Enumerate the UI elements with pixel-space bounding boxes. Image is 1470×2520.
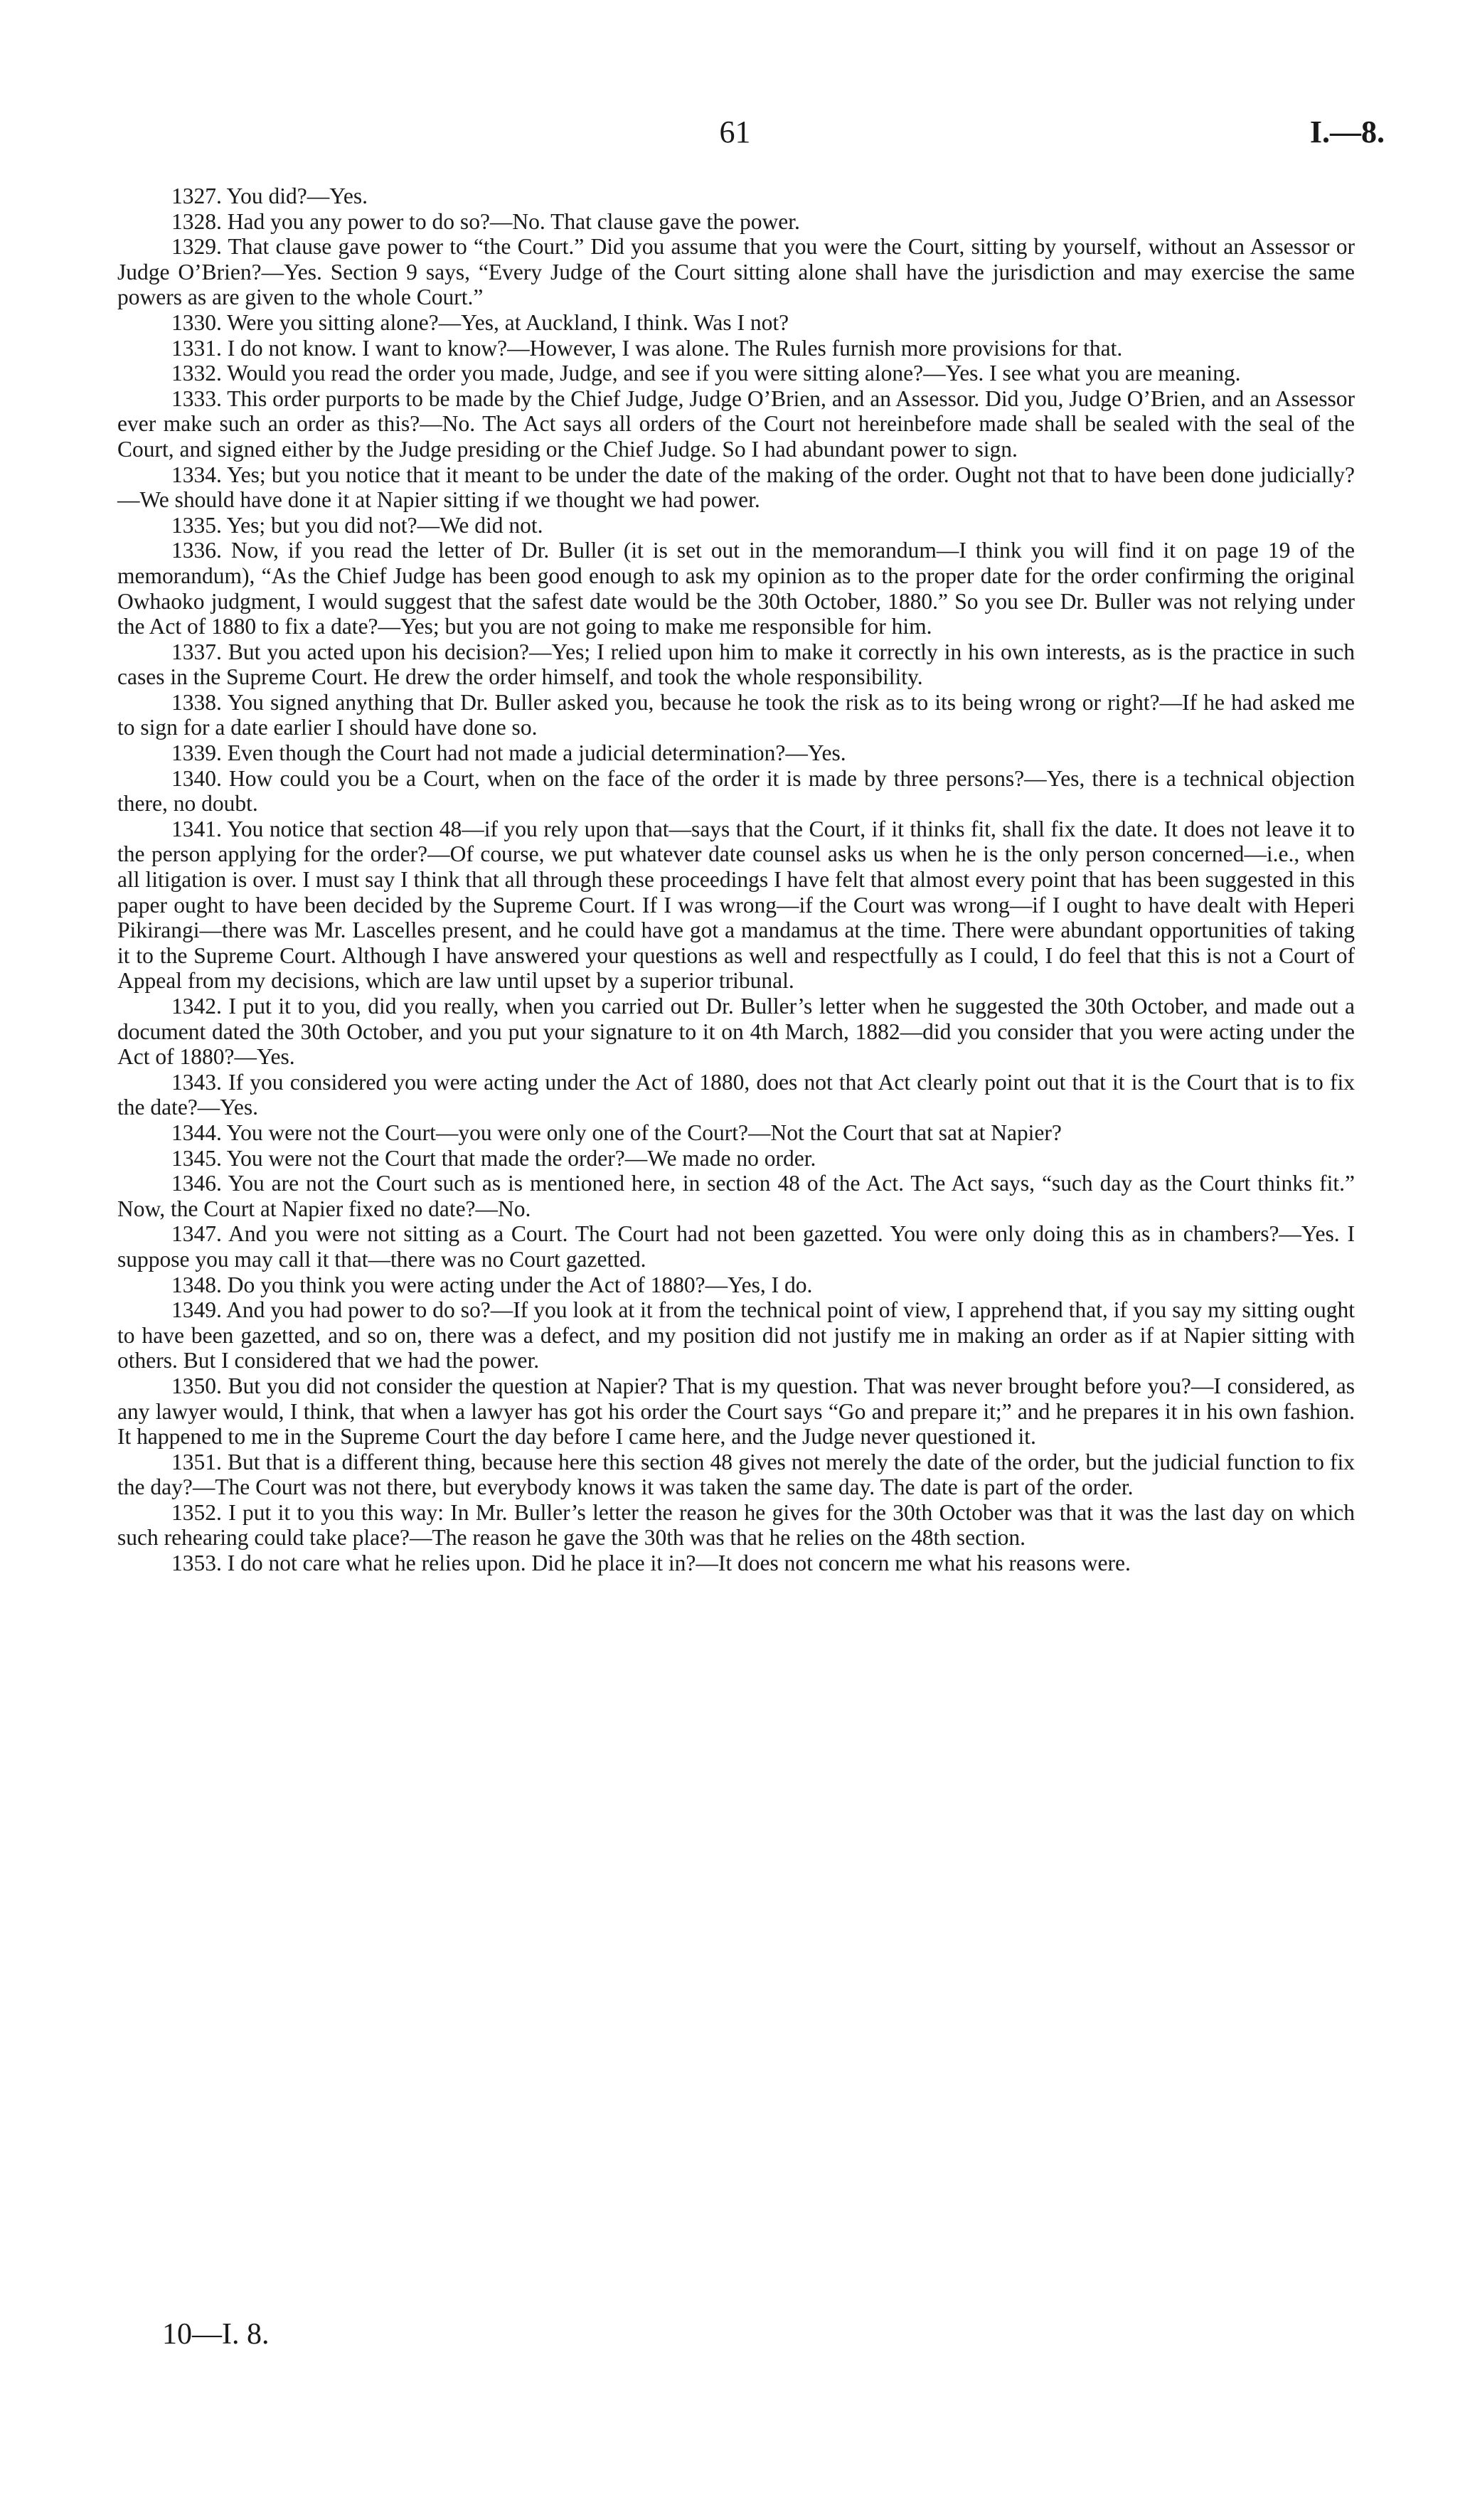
page-number: 61 <box>719 115 751 149</box>
testimony-body <box>117 184 1355 1576</box>
paragraph-1341: 1341. You notice that section 48—if you rely upon that—says that the Court, if it thinks fit, shall fix the date. It does not leave it to the person applying for the order?—Of course, we put whatever date counsel asks us when he is the only person concerned—i.e., when all litigation is over. I must say I think that all through these proceedings I have felt that almost every point that has been suggested in this paper ought to have been decided by the Supreme Court. If I was wrong—if the Court was wrong—if I ought to have dealt with Heperi Pikirangi—there was Mr. Lascelles present, and he could have got a mandamus at the time. There were abundant opportunities of taking it to the Supreme Court. Although I have answered your questions as well and respectfully as I could, I do feel that this is not a Court of Appeal from my decisions, which are law until upset by a superior tribunal. <box>117 816 1355 994</box>
paragraph-1342: 1342. I put it to you, did you really, when you carried out Dr. Buller’s letter when he suggested the 30th October, and made out a document dated the 30th October, and you put your signature to it on 4th March, 1882—did you consider that you were acting under the Act of 1880?—Yes. <box>117 994 1355 1070</box>
paragraph-1349: 1349. And you had power to do so?—If you look at it from the technical point of view, I apprehend that, if you say my sitting ought to have been gazetted, and so on, there was a defect, and my position did not justify me in making an order as if at Napier sitting with others. But I considered that we had the power. <box>117 1297 1355 1373</box>
paragraph-1351: 1351. But that is a different thing, because here this section 48 gives not merely the date of the order, but the judicial function to fix the day?—The Court was not there, but everybody knows it was taken the same day. The date is part of the order. <box>117 1449 1355 1500</box>
paragraph-1328: 1328. Had you any power to do so?—No. That clause gave the power. <box>171 208 800 234</box>
paragraph-1333: 1333. This order purports to be made by the Chief Judge, Judge O’Brien, and an Assessor. Did you, Judge O’Brien, and an Assessor ever make such an order as this?—No. The Act says all orders of the Court not hereinbefore made shall be sealed with the seal of the Court, and signed either by the Judge presiding or the Chief Judge. So I had abundant power to sign. <box>117 386 1355 462</box>
paragraph-1338: 1338. You signed anything that Dr. Buller asked you, because he took the risk as to its being wrong or right?—If he had asked me to sign for a date earlier I should have done so. <box>117 689 1355 740</box>
paragraph-1334: 1334. Yes; but you notice that it meant to be under the date of the making of the order. Ought not that to have been done judicially?—We should have done it at Napier sitting if we thought we had power. <box>117 462 1355 513</box>
paragraph-1346: 1346. You are not the Court such as is mentioned here, in section 48 of the Act. The Act says, “such day as the Court thinks fit.” Now, the Court at Napier fixed no date?—No. <box>117 1171 1355 1221</box>
paragraph-1332: 1332. Would you read the order you made, Judge, and see if you were sitting alone?—Yes. I see what you are meaning. <box>171 361 1241 386</box>
paragraph-1337: 1337. But you acted upon his decision?—Yes; I relied upon him to make it correctly in his own interests, as is the practice in such cases in the Supreme Court. He drew the order himself, and took the whole responsibility. <box>117 639 1355 690</box>
paragraph-1345: 1345. You were not the Court that made the order?—We made no order. <box>171 1145 816 1171</box>
paragraph-1348: 1348. Do you think you were acting under the Act of 1880?—Yes, I do. <box>171 1272 813 1297</box>
paragraph-1344: 1344. You were not the Court—you were only one of the Court?—Not the Court that sat at Napier? <box>171 1120 1062 1145</box>
paragraph-1336: 1336. Now, if you read the letter of Dr. Buller (it is set out in the memorandum—I think you will find it on page 19 of the memorandum), “As the Chief Judge has been good enough to ask my opinion as to the proper date for the order confirming the original Owhaoko judgment, I would suggest that the safest date would be the 30th October, 1880.” So you see Dr. Buller was not relying under the Act of 1880 to fix a date?—Yes; but you are not going to make me responsible for him. <box>117 538 1355 639</box>
paragraph-1335: 1335. Yes; but you did not?—We did not. <box>171 512 543 538</box>
paragraph-1329: 1329. That clause gave power to “the Court.” Did you assume that you were the Court, sitting by yourself, without an Assessor or Judge O’Brien?—Yes. Section 9 says, “Every Judge of the Court sitting alone shall have the jurisdiction and may exercise the same powers as are given to the whole Court.” <box>117 234 1355 310</box>
paragraph-1327: 1327. You did?—Yes. <box>171 184 368 208</box>
paragraph-1340: 1340. How could you be a Court, when on the face of the order it is made by three persons?—Yes, there is a technical objection there, no doubt. <box>117 765 1355 817</box>
paragraph-1353: 1353. I do not care what he relies upon. Did he place it in?—It does not concern me what his reasons were. <box>171 1551 1131 1576</box>
signature-mark: 10—I. 8. <box>162 2318 270 2351</box>
paragraph-1343: 1343. If you considered you were acting under the Act of 1880, does not that Act clearly point out that it is the Court that is to fix the date?—Yes. <box>117 1069 1355 1120</box>
document-reference: I.—8. <box>1309 115 1385 149</box>
paragraph-1330: 1330. Were you sitting alone?—Yes, at Auckland, I think. Was I not? <box>171 309 789 335</box>
paragraph-1350: 1350. But you did not consider the question at Napier? That is my question. That was never brought before you?—I considered, as any lawyer would, I think, that when a lawyer has got his order the Court says “Go and prepare it;” and he prepares it in his own fashion. It happened to me in the Supreme Court the day before I came here, and the Judge never questioned it. <box>117 1373 1355 1450</box>
paragraph-1331: 1331. I do not know. I want to know?—However, I was alone. The Rules furnish more provisions for that. <box>171 335 1123 361</box>
paragraph-1352: 1352. I put it to you this way: In Mr. Buller’s letter the reason he gives for the 30th October was that it was the last day on which such rehearing could take place?—The reason he gave the 30th was that he relies on the 48th section. <box>117 1499 1355 1551</box>
paragraph-1339: 1339. Even though the Court had not made a judicial determination?—Yes. <box>171 740 846 766</box>
paragraph-1347: 1347. And you were not sitting as a Court. The Court had not been gazetted. You were only doing this as in chambers?—Yes. I suppose you may call it that—there was no Court gazetted. <box>117 1221 1355 1272</box>
